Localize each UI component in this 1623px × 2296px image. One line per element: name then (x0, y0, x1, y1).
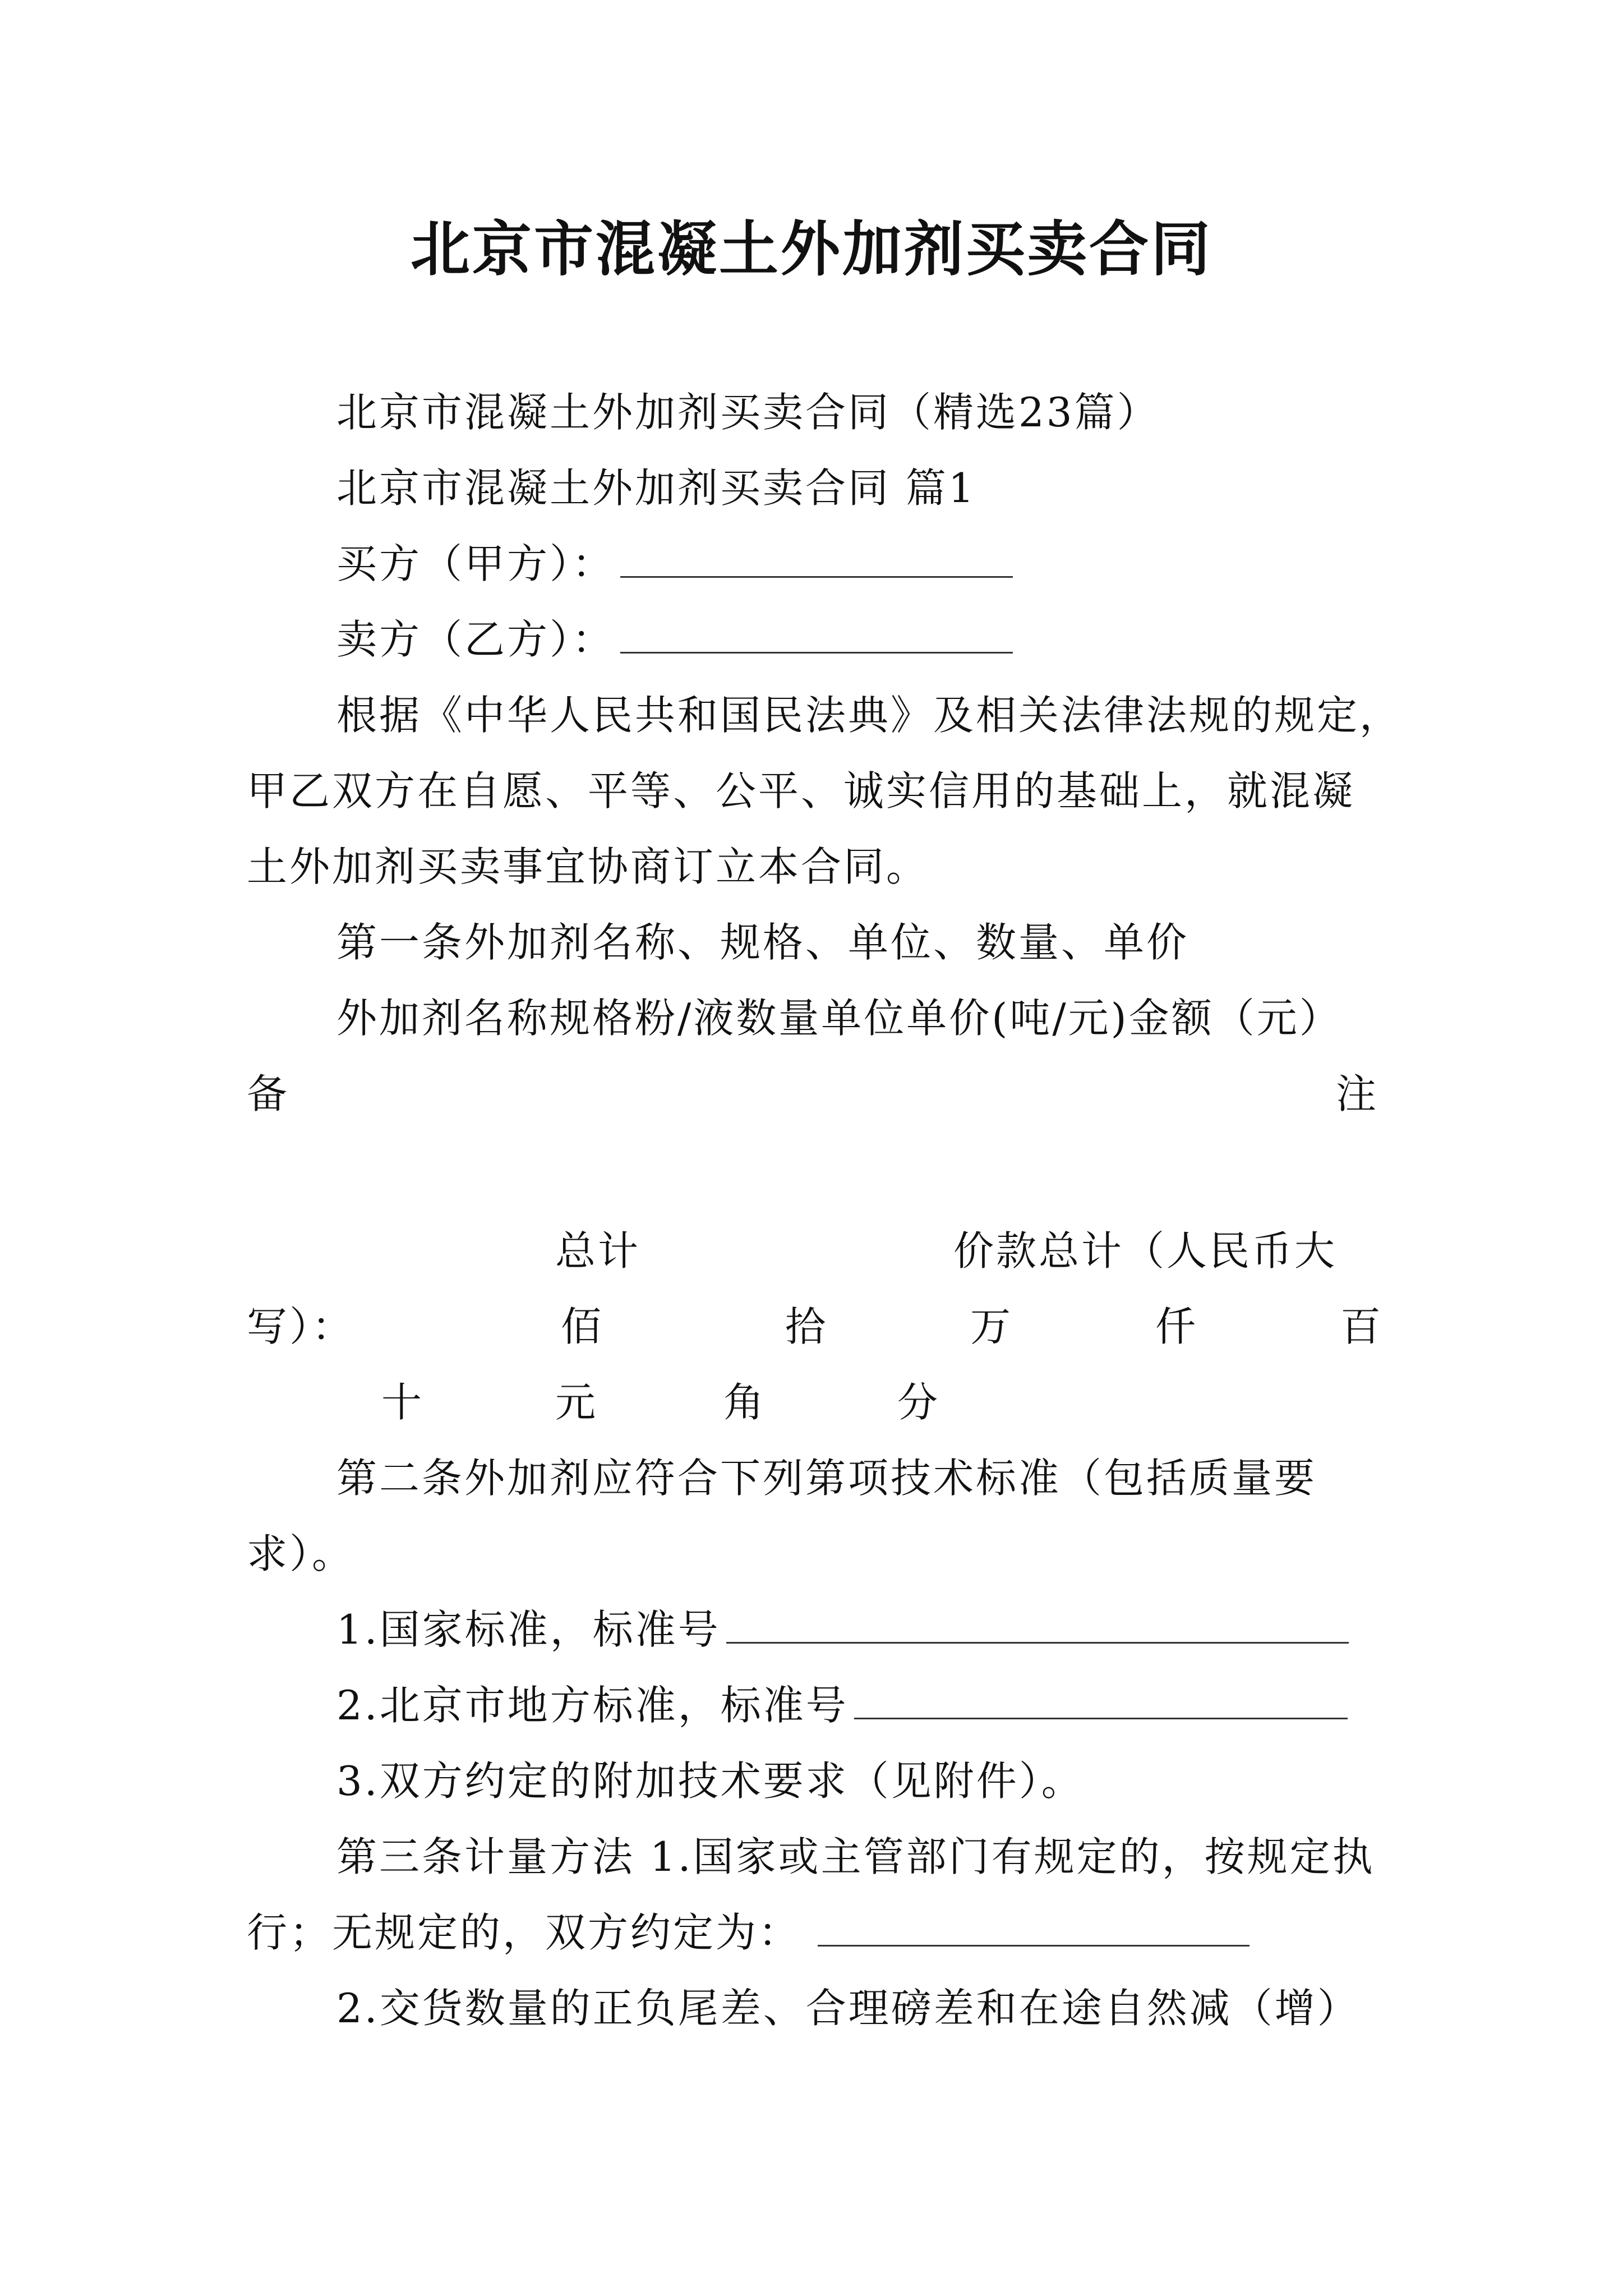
standard-1-label: 1.国家标准，标准号 (336, 1606, 721, 1653)
unit-shi: 十 (381, 1379, 425, 1426)
remark-char-2: 注 (1336, 1070, 1379, 1117)
remark-char-1: 备 (247, 1070, 290, 1117)
article-3-label: 行；无规定的，双方约定为： (247, 1909, 801, 1956)
document-title: 北京市混凝土外加剂买卖合同 (411, 214, 1212, 284)
paragraph-1-line-2: 甲乙双方在自愿、平等、公平、诚实信用的基础上，就混凝 (247, 767, 1355, 815)
buyer-blank[interactable] (620, 537, 1013, 578)
measurement-blank[interactable] (818, 1906, 1249, 1947)
buyer-line (336, 536, 1013, 592)
standard-3-line: 3.双方约定的附加技术要求（见附件）。 (336, 1757, 1084, 1805)
standard-1-blank[interactable] (726, 1603, 1349, 1644)
standard-2-line (336, 1677, 1348, 1733)
seller-line (336, 611, 1013, 668)
unit-bai-hundred: 佰 (561, 1303, 604, 1350)
article-3-line-2 (247, 1904, 1249, 1961)
unit-wan: 万 (970, 1303, 1013, 1350)
write-label: 写）： (247, 1303, 355, 1350)
seller-blank[interactable] (620, 613, 1013, 654)
standard-1-line (336, 1602, 1349, 1658)
article-3-line-3: 2.交货数量的正负尾差、合理磅差和在途自然减（增） (336, 1985, 1360, 2032)
seller-label: 卖方（乙方）： (336, 616, 615, 663)
paragraph-1-line-1: 根据《中华人民共和国民法典》及相关法律法规的规定， (336, 692, 1403, 739)
article-3-line-1: 第三条计量方法 1.国家或主管部门有规定的，按规定执 (336, 1833, 1375, 1880)
article-1-heading: 第一条外加剂名称、规格、单位、数量、单价 (336, 919, 1189, 966)
unit-yuan: 元 (555, 1379, 598, 1426)
unit-shi-ten: 拾 (785, 1303, 828, 1350)
subtitle-line: 北京市混凝土外加剂买卖合同（精选23篇） (336, 389, 1160, 436)
standard-2-label: 2.北京市地方标准，标准号 (336, 1682, 849, 1729)
unit-qian: 仟 (1155, 1303, 1198, 1350)
unit-jiao: 角 (723, 1379, 767, 1426)
article-2-line-2: 求）。 (247, 1530, 355, 1577)
article-2-line-1: 第二条外加剂应符合下列第项技术标准（包括质量要 (336, 1455, 1317, 1502)
section-heading: 北京市混凝土外加剂买卖合同 篇1 (336, 464, 976, 512)
price-total-label: 价款总计（人民币大 (953, 1227, 1338, 1274)
total-label: 总计 (555, 1227, 641, 1274)
table-header-line: 外加剂名称规格粉/液数量单位单价(吨/元)金额（元） (336, 995, 1342, 1042)
buyer-label: 买方（甲方）： (336, 540, 615, 587)
unit-fen: 分 (897, 1379, 940, 1426)
unit-bai: 百 (1340, 1303, 1384, 1350)
standard-2-blank[interactable] (854, 1678, 1348, 1719)
paragraph-1-line-3: 土外加剂买卖事宜协商订立本合同。 (247, 843, 929, 890)
